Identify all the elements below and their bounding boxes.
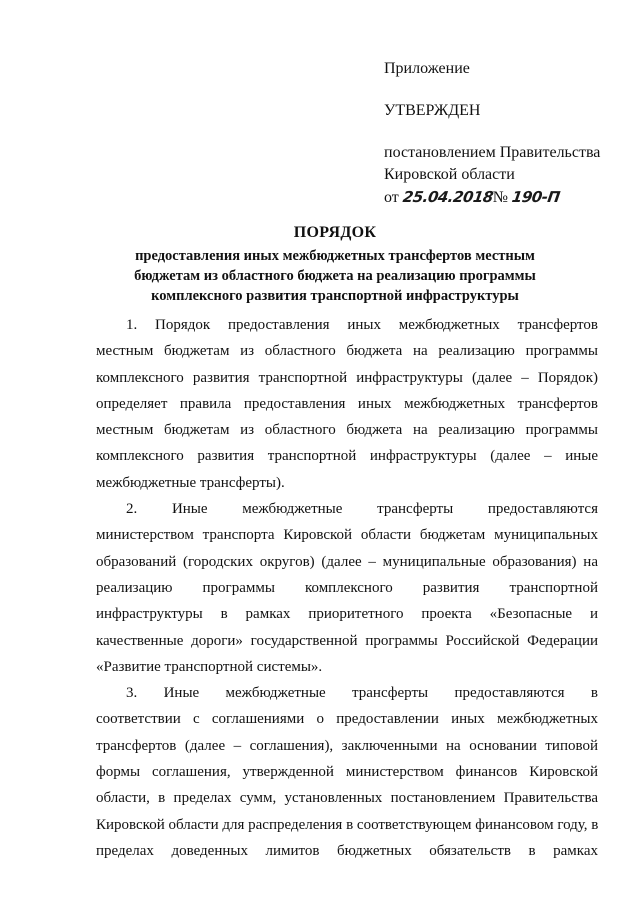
- handwritten-number: 190-П: [510, 188, 561, 206]
- document-body: [96, 312, 598, 864]
- approved-label: УТВЕРЖДЕН: [384, 102, 481, 119]
- paragraph-line: трансфертов (далее – соглашения), заключенными на основании типовой: [96, 737, 598, 754]
- document-title: ПОРЯДОК: [293, 224, 377, 241]
- paragraph-line: комплексного развития транспортной инфраструктуры (далее – иные: [96, 448, 598, 465]
- paragraph-line: межбюджетные трансферты).: [96, 474, 285, 491]
- paragraph-line: 1. Порядок предоставления иных межбюджетных трансфертов: [126, 317, 598, 333]
- approval-block: [384, 58, 624, 209]
- document-subtitle: [100, 246, 570, 306]
- paragraph-line: 3. Иные межбюджетные трансферты предоставляются в: [126, 685, 598, 702]
- paragraph-3: [96, 680, 598, 864]
- decree-date-number: [384, 186, 624, 209]
- document-title-block: [100, 222, 570, 306]
- approved-by-line-1: постановлением Правительства: [384, 144, 601, 161]
- paragraph-line: соответствии с соглашениями о предоставлении иных межбюджетных: [96, 711, 598, 728]
- paragraph-line: комплексного развития транспортной инфраструктуры (далее – Порядок): [96, 369, 598, 386]
- paragraph-line: 2. Иные межбюджетные трансферты предоставляются: [126, 501, 598, 518]
- subtitle-line-1: предоставления иных межбюджетных трансфертов местным: [135, 248, 535, 264]
- from-prefix: от: [384, 189, 399, 206]
- paragraph-line: Кировской области для распределения в соответствующем финансовом году, в: [96, 816, 599, 833]
- paragraph-line: «Развитие транспортной системы».: [96, 658, 323, 675]
- paragraph-line: пределах доведенных лимитов бюджетных обязательств в рамках: [96, 842, 598, 859]
- paragraph-line: местным бюджетам из областного бюджета на реализацию программы: [96, 422, 598, 439]
- paragraph-line: определяет правила предоставления иных межбюджетных трансфертов: [96, 395, 598, 412]
- paragraph-line: образований (городских округов) (далее – муниципальные образования) на: [96, 553, 598, 570]
- approved-by-line-2: Кировской области: [384, 166, 515, 183]
- paragraph-line: формы соглашения, утвержденной министерством финансов Кировской: [96, 764, 598, 781]
- paragraph-line: инфраструктуры в рамках приоритетного проекта «Безопасные и: [96, 606, 598, 623]
- paragraph-line: области, в пределах сумм, установленных постановлением Правительства: [96, 790, 598, 807]
- number-symbol: №: [492, 189, 508, 206]
- paragraph-line: реализацию программы комплексного развития транспортной: [96, 579, 598, 596]
- subtitle-line-2: бюджетам из областного бюджета на реализацию программы: [134, 268, 536, 284]
- subtitle-line-3: комплексного развития транспортной инфраструктуры: [151, 288, 519, 304]
- handwritten-date: 25.04.2018: [401, 188, 494, 206]
- paragraph-line: качественные дороги» государственной программы Российской Федерации: [96, 632, 598, 649]
- paragraph-line: местным бюджетам из областного бюджета на реализацию программы: [96, 343, 598, 360]
- paragraph-line: министерством транспорта Кировской области бюджетам муниципальных: [96, 527, 598, 544]
- paragraph-1: [96, 312, 598, 496]
- appendix-label: Приложение: [384, 60, 470, 77]
- paragraph-2: [96, 496, 598, 680]
